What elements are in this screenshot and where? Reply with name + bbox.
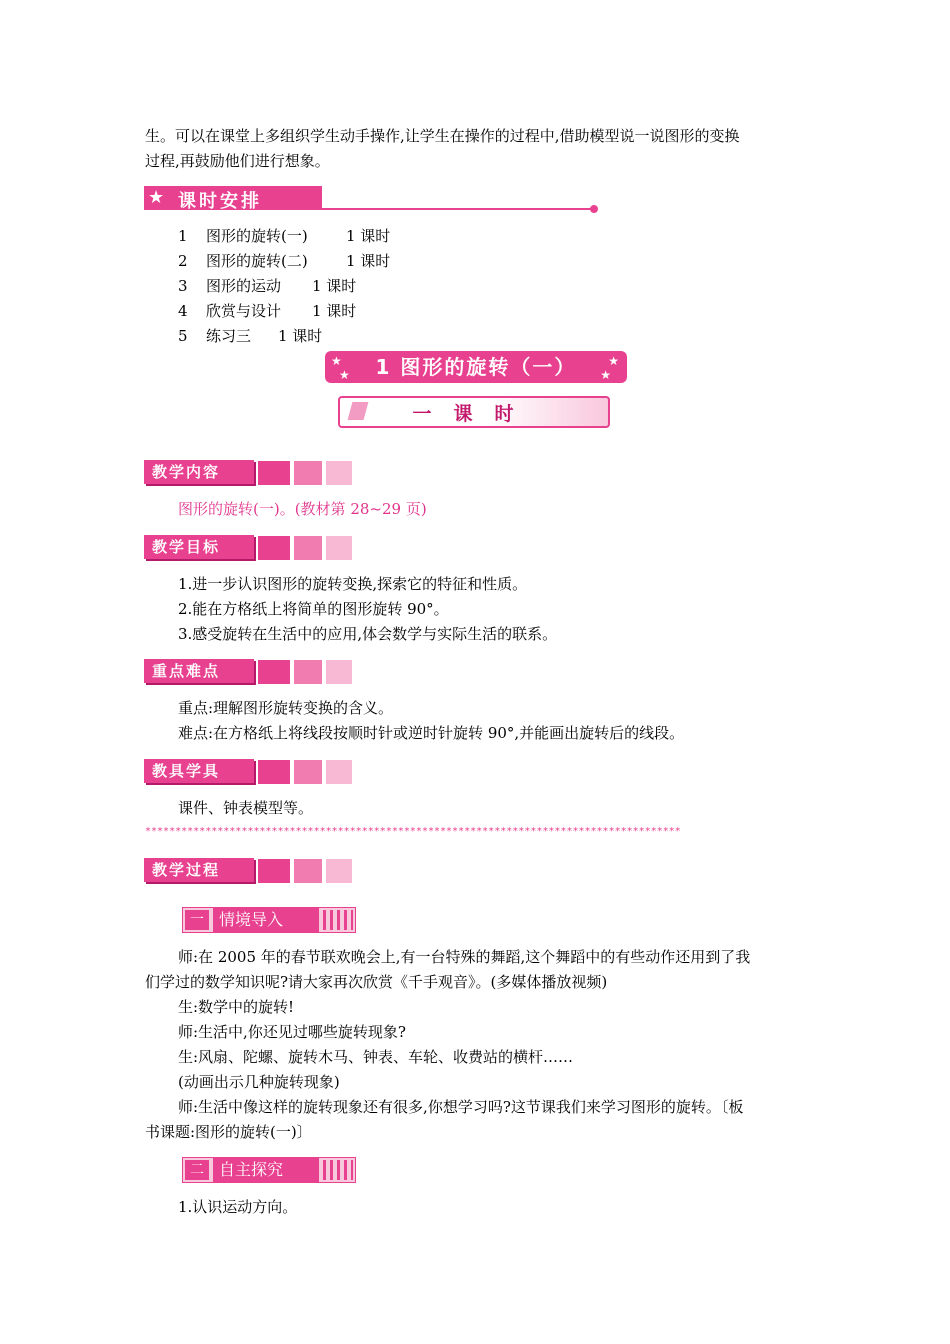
dialogue-line: (动画出示几种旋转现象) <box>178 1073 340 1091</box>
content-text: 图形的旋转(一)。(教材第 28~29 页) <box>178 500 427 518</box>
dialogue-line: 书课题:图形的旋转(一)〕 <box>145 1123 312 1141</box>
dialogue-line: 生:风扇、陀螺、旋转木马、钟表、车轮、收费站的横杆…… <box>178 1048 574 1066</box>
intro-line-2: 过程,再鼓励他们进行想象。 <box>145 152 330 170</box>
schedule-hours: 1 课时 <box>312 277 357 295</box>
dialogue-line: 们学过的数学知识呢?请大家再次欣赏《千手观音》。(多媒体播放视频) <box>145 973 608 991</box>
goal-item: 2.能在方格纸上将简单的图形旋转 90°。 <box>178 600 449 618</box>
schedule-name: 练习三 <box>206 327 252 345</box>
lesson-title-banner: ★ ★ ★ ★ 1 图形的旋转（一） <box>325 351 627 383</box>
part-label: 情境导入 <box>213 908 319 932</box>
schedule-num: 5 <box>178 327 188 345</box>
star-icon: ★ <box>148 187 165 208</box>
schedule-item <box>178 299 357 324</box>
schedule-num: 2 <box>178 252 188 270</box>
lesson-period: 一课时 <box>412 403 536 425</box>
lesson-title: 1 图形的旋转（一） <box>375 355 577 379</box>
keypoint-item: 重点:理解图形旋转变换的含义。 <box>178 699 394 717</box>
part-label: 自主探究 <box>213 1158 319 1182</box>
part-number: 二 <box>185 1160 209 1180</box>
explore-step: 1.认识运动方向。 <box>178 1198 298 1216</box>
schedule-name: 图形的旋转(一) <box>206 227 308 245</box>
part-number: 一 <box>185 910 209 930</box>
keypoint-item: 难点:在方格纸上将线段按顺时针或逆时针旋转 90°,并能画出旋转后的线段。 <box>178 724 685 742</box>
intro-line-1: 生。可以在课堂上多组织学生动手操作,让学生在操作的过程中,借助模型说一说图形的变换 <box>145 127 740 145</box>
schedule-num: 3 <box>178 277 188 295</box>
schedule-hours: 1 课时 <box>312 302 357 320</box>
tools-text: 课件、钟表模型等。 <box>178 799 314 817</box>
part-2-header <box>182 1157 356 1183</box>
schedule-hours: 1 课时 <box>346 227 391 245</box>
section-label: 重点难点 <box>144 659 254 683</box>
schedule-header <box>144 186 454 212</box>
schedule-name: 图形的旋转(二) <box>206 252 308 270</box>
schedule-title: 课时安排 <box>178 191 262 212</box>
dialogue-line: 师:生活中像这样的旋转现象还有很多,你想学习吗?这节课我们来学习图形的旋转。〔板 <box>178 1098 744 1116</box>
lesson-period-box <box>338 396 610 428</box>
part-1-header <box>182 907 356 933</box>
schedule-hours: 1 课时 <box>278 327 323 345</box>
schedule-hours: 1 课时 <box>346 252 391 270</box>
schedule-item <box>178 224 391 249</box>
dialogue-line: 生:数学中的旋转! <box>178 998 295 1016</box>
star-separator: ***************************************************************************************** <box>145 826 681 837</box>
schedule-name: 欣赏与设计 <box>206 302 282 320</box>
schedule-name: 图形的运动 <box>206 277 282 295</box>
section-label: 教学目标 <box>144 535 254 559</box>
section-label: 教具学具 <box>144 759 254 783</box>
section-label: 教学内容 <box>144 460 254 484</box>
goal-item: 3.感受旋转在生活中的应用,体会数学与实际生活的联系。 <box>178 625 558 643</box>
schedule-num: 4 <box>178 302 188 320</box>
section-label: 教学过程 <box>144 858 254 882</box>
dialogue-line: 师:在 2005 年的春节联欢晚会上,有一台特殊的舞蹈,这个舞蹈中的有些动作还用到了我 <box>178 948 751 966</box>
schedule-item <box>178 249 391 274</box>
dialogue-line: 师:生活中,你还见过哪些旋转现象? <box>178 1023 406 1041</box>
schedule-num: 1 <box>178 227 188 245</box>
goal-item: 1.进一步认识图形的旋转变换,探索它的特征和性质。 <box>178 575 528 593</box>
schedule-item <box>178 324 323 349</box>
schedule-item <box>178 274 357 299</box>
